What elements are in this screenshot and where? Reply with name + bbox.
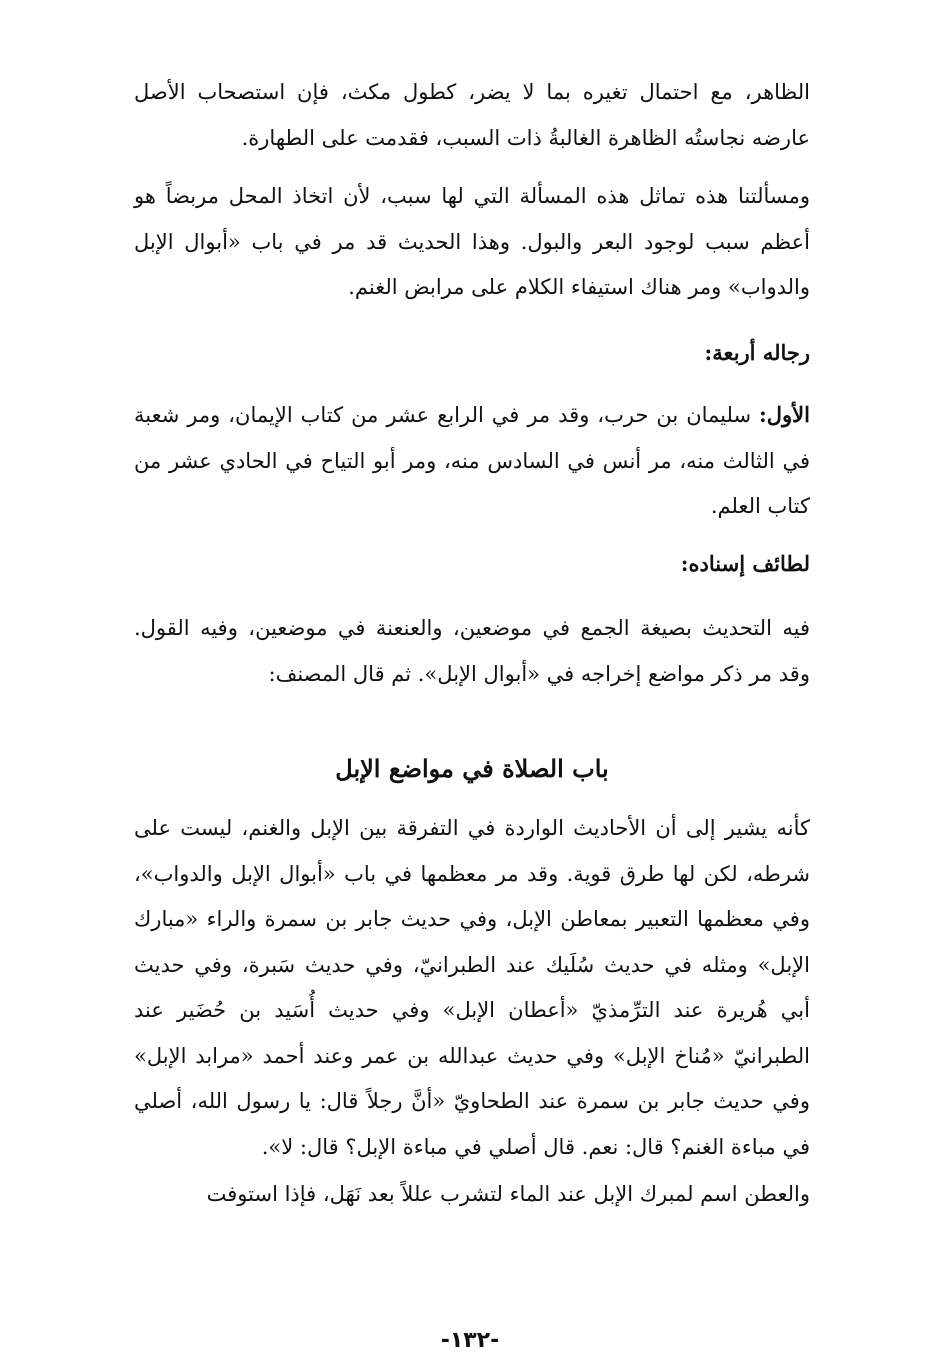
paragraph-1: الظاهر، مع احتمال تغيره بما لا يضر، كطول مكث، فإن استصحاب الأصل عارضه نجاستُه الظاهرة الغالبةُ ذات السبب، فقدمت على الطهارة. [134, 80, 810, 150]
heading-rijal: رجاله أربعة: [704, 340, 810, 365]
paragraph-6: والعطن اسم لمبرك الإبل عند الماء لتشرب عللاً بعد نَهَل، فإذا استوفت [206, 1182, 810, 1206]
paragraph-3-lead: الأول: [759, 402, 810, 427]
chapter-title: باب الصلاة في مواضع الإبل [335, 754, 609, 783]
paragraph-5: كأنه يشير إلى أن الأحاديث الواردة في التفرقة بين الإبل والغنم، ليست على شرطه، لكن لها طرق قوية. وقد مر معظمها في باب «أبوال الإبل والدواب»، وفي معظمها التعبير بمعاطن الإبل، وفي حديث جابر بن سمرة والراء «مبارك الإبل» ومثله في حديث سُلَيك عند الطبرانيّ، وفي حديث سَبرة، وفي حديث أبي هُريرة عند الترِّمذيّ «أعطان الإبل» وفي حديث أُسَيد بن حُضَير عند الطبرانيّ «مُناخ الإبل» وفي حديث عبدالله بن عمر وعند أحمد «مرابد الإبل» وفي حديث جابر بن سمرة عند الطحاويّ «أنَّ رجلاً قال: يا رسول الله، أصلي في مباءة الغنم؟ قال: نعم. قال أصلي في مباءة الإبل؟ قال: لا». [134, 816, 810, 1159]
paragraph-4: فيه التحديث بصيغة الجمع في موضعين، والعنعنة في موضعين، وفيه القول. وقد مر ذكر مواضع إخراجه في «أبوال الإبل». ثم قال المصنف: [134, 616, 810, 686]
paragraph-3-text: سليمان بن حرب، وقد مر في الرابع عشر من كتاب الإيمان، ومر شعبة في الثالث منه، مر أنس في السادس منه، ومر أبو التياح في الحادي عشر من كتاب العلم. [134, 403, 810, 518]
paragraph-2: ومسألتنا هذه تماثل هذه المسألة التي لها سبب، لأن اتخاذ المحل مربضاً هو أعظم سبب لوجود البعر والبول. وهذا الحديث قد مر في باب «أبوال الإبل والدواب» ومر هناك استيفاء الكلام على مرابض الغنم. [134, 184, 810, 299]
paragraph-3 [134, 392, 810, 530]
heading-lataif: لطائف إسناده: [680, 551, 810, 576]
page-number: -١٣٢- [440, 1328, 500, 1353]
